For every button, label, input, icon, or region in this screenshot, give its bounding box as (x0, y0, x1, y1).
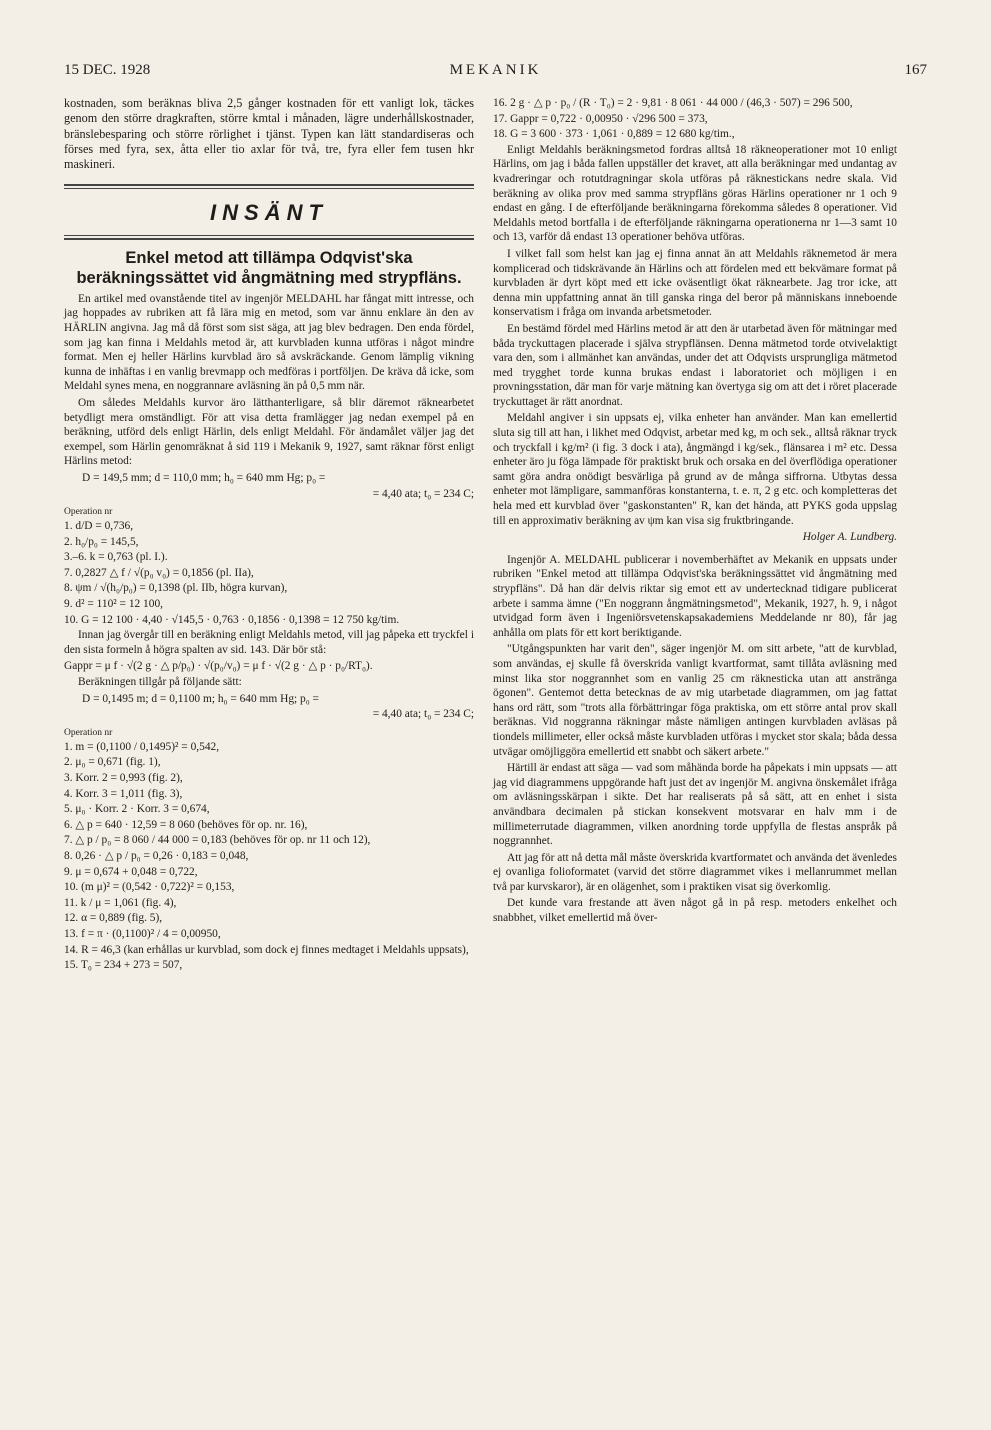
left-column (64, 96, 474, 974)
section-divider (64, 184, 474, 239)
divider-line (64, 238, 474, 240)
operation-line: 18. G = 3 600 · 373 · 1,061 · 0,889 = 12 680 kg/tim., (493, 128, 735, 141)
given-values: = 4,40 ata; t₀ = 234 C; (372, 487, 474, 500)
article-headline: Enkel metod att tillämpa Odqvist'ska beräkningssättet vid ångmätning med strypfläns. (76, 248, 462, 287)
operation-line: 7. △ p / p₀ = 8 060 / 44 000 = 0,183 (behöves för op. nr 11 och 12), (64, 834, 371, 847)
operation-line: 10. G = 12 100 · 4,40 · √145,5 · 0,763 · 0,1856 · 0,1398 = 12 750 kg/tim. (64, 613, 400, 626)
operation-line: 4. Korr. 3 = 1,011 (fig. 3), (64, 787, 183, 800)
operation-line: 5. μ₀ · Korr. 2 · Korr. 3 = 0,674, (64, 803, 210, 816)
body-paragraph: Innan jag övergår till en beräkning enligt Meldahls metod, vill jag påpeka ett tryckfel i den sista formeln å högra spalten av sid. 143. Där bör stå: (64, 629, 474, 656)
intro-paragraph: kostnaden, som beräknas bliva 2,5 gånger kostnaden för ett vanligt lok, täckes genom den större dragkraften, större kmtal i månaden, lägre underhållskostnader, bränslebesparing och större rörlighet i tjänst. Typen kan lätt standardiseras och förses med fyra, sex, åtta eller tio axlar för två, tre, fyra eller fem tusen hkr maskineri. (64, 96, 474, 172)
body-paragraph: Det kunde vara frestande att även något gå in på resp. metoders enkelhet och snabbhet, vilket emellertid må över- (493, 897, 897, 925)
issue-date: 15 DEC. 1928 (64, 62, 151, 78)
body-paragraph: Härtill är endast att säga — vad som måhända borde ha påpekats i min uppsats — att jag vid diagrammens uppgörande haft just det av ingenjör M. angivna önskemålet ifråga om avläsningsskärpan i sikte. Det har realiserats på så sätt, att en enhet i sista användbara decimalen på stickan konsekvent motsvarar en halv mm i de millimeterrutade diagrammen, vilken anordning torde uppfylla de flestas anspråk på noggrannhet. (493, 762, 897, 848)
body-paragraph: Om således Meldahls kurvor äro lätthanterligare, så blir däremot räknearbetet betydligt mera omständligt. För att visa detta framlägger jag nedan exempel på en beräkning, utförd dels enligt Härlin, dels enligt Meldahl. För ändamålet väljer jag det exempel, som Härlin genomräknat å sid 119 i Mekanik 9, 1927, samt räknar först enligt Härlins metod: (64, 396, 474, 468)
section-title: INSÄNT (210, 200, 328, 226)
operation-line: 11. k / μ = 1,061 (fig. 4), (64, 896, 177, 909)
page-header (64, 62, 927, 84)
operation-line: 14. R = 46,3 (kan erhållas ur kurvblad, som dock ej finnes medtaget i Meldahls uppsats), (64, 943, 469, 956)
author-signature: Holger A. Lundberg. (802, 531, 897, 544)
body-paragraph: En bestämd fördel med Härlins metod är att den är utarbetad även för mätningar med båda tryckuttagen placerade i själva strypflänsen. Denna mätmetod torde otvivelaktigt vara den, som i allmänhet kan användas, under det att Odqvists ursprungliga mätmetod med trygghet torde kunna brukas endast i laboratoriet och möjligen i en provningsstation, där man för varje mätning kan övertyga sig om att det i röret placerade tryckuttaget är rätt anordnat. (493, 322, 897, 408)
operation-line: 2. μ₀ = 0,671 (fig. 1), (64, 756, 161, 769)
body-paragraph: Ingenjör A. MELDAHL publicerar i novemberhäftet av Mekanik en uppsats under rubriken "Enkel metod att tillämpa Odqvist'ska beräkningssättet vid ångmätning med strypfläns". Då han där delvis riktar sig emot ett av undertecknad tidigare publicerat arbete i samma ämne ("En noggrann ångmätningsmetod", Mekanik, 1927, h. 9, i något utvidgad form även i Ingeniörsvetenskapsakademiens Meddelande nr 80), får jag anhålla om plats för ett kort beriktigande. (493, 553, 897, 639)
given-values: D = 149,5 mm; d = 110,0 mm; h₀ = 640 mm Hg; p₀ = (82, 471, 326, 484)
body-paragraph: "Utgångspunkten har varit den", säger ingenjör M. om sitt arbete, "att de kurvblad, som användas, ej skulle få överskrida vanligt kvartformat, samt tillåta avläsning med minst lika stor noggrannhet som en vanlig 25 cm räknesticka utan att anstränga ögonen". Gentemot detta betecknas de av mig utarbetade diagrammen, om jag fattat hans ord rätt, som "trots alla förbättringar föga praktiska, om ett större antal prov skall beräknas. Vid noggranna räkningar måste nämligen antingen kurvbladen avläsas på tiondels millimeter, eller också måste kurvbladen utföras i mycket stor skala; båda dessa utvägar omöjliggöra emellertid ett snabbt och säkert arbete." (493, 643, 897, 758)
operation-line: 10. (m μ)² = (0,542 · 0,722)² = 0,153, (64, 881, 235, 894)
operation-line: 9. μ = 0,674 + 0,048 = 0,722, (64, 865, 198, 878)
page-number: 167 (904, 62, 927, 78)
operation-line: 16. 2 g · △ p · p₀ / (R · T₀) = 2 · 9,81 · 8 061 · 44 000 / (46,3 · 507) = 296 500, (493, 97, 853, 109)
body-paragraph: Beräkningen tillgår på följande sätt: (78, 676, 242, 689)
operation-line: 8. ψm / √(h₀/p₀) = 0,1398 (pl. IIb, högra kurvan), (64, 582, 288, 595)
operation-line: 13. f = π · (0,1100)² / 4 = 0,00950, (64, 927, 221, 940)
operation-line: 1. d/D = 0,736, (64, 520, 134, 533)
body-paragraph: Enligt Meldahls beräkningsmetod fordras alltså 18 räkneoperationer mot 10 enligt Härlins, om jag i båda fallen uppställer det kravet, att alla beräkningar med undantag av kvadreringar och rotutdragningar skola utföras på räknestickans nedre skala. Vid beräkning av olika prov med samma strypfläns göras Härlins operationer nr 1 och 9 endast en gång. I de efterföljande beräkningarna förekomma således 8 operationer. Vid Meldahls metod bortfalla i de efterföljande räkningarna operationerna nr 1—3 samt 10 och 13, varför då endast 13 operationer behöva utföras. (493, 143, 897, 244)
body-paragraph: I vilket fall som helst kan jag ej finna annat än att Meldahls räknemetod är mera komplicerad och tidskrävande än Härlins och att fördelen med ett bekvämare format på kurvbladen är dyrt köpt med ett icke oväsentligt ökat räknearbete. Jag tror icke, att denna min uppfattning annat än till ganska ringa del beror på människans inneboende konservatism i fråga om invanda arbetsmetoder. (493, 247, 897, 319)
given-values: D = 0,1495 m; d = 0,1100 m; h₀ = 640 mm Hg; p₀ = (82, 692, 319, 705)
operation-line: 3.–6. k = 0,763 (pl. I.). (64, 551, 168, 564)
operation-label: Operation nr (64, 727, 113, 738)
given-values: = 4,40 ata; t₀ = 234 C; (372, 708, 474, 721)
divider-line (64, 184, 474, 186)
operation-line: 17. Gappr = 0,722 · 0,00950 · √296 500 = 373, (493, 112, 708, 125)
divider-line (64, 188, 474, 189)
body-paragraph: Meldahl angiver i sin uppsats ej, vilka enheter han använder. Man kan emellertid sluta sig till att han, i likhet med Odqvist, arbetar med kg, m och sek., alltså räknar tryck och tryckfall i kg/m² (i fig. 3 dock i ata), ångmängd i kg/sek., flänsarea i m² etc. Dessa enheter äro ju föga lämpade för praktiskt bruk och orsaka en del överflödiga operationer samt göra andra onödigt besvärliga på grund av de många siffrorna. Utbytas dessa enheter mot lämpligare, sammanföras konstanterna, t. e. π, 2 g etc. och kompletteras det hela med ett kurvblad över "gaskonstanten" R, kan det hända, att PYKS goda uppslag till en approximativ beräkning av ψm kan visa sig fruktbringande. (493, 412, 897, 527)
operation-line: 8. 0,26 · △ p / p₀ = 0,26 · 0,183 = 0,048, (64, 849, 249, 862)
operation-label: Operation nr (64, 507, 113, 518)
body-paragraph: Att jag för att nå detta mål måste överskrida kvartformatet och använda det ävenledes ej ovanliga folioformatet (varvid det större diagrammet vikes i mellanrummet mellan två par kurvskaror), är en olägenhet, som i praktiken visat sig överkomlig. (493, 851, 897, 893)
operation-line: 1. m = (0,1100 / 0,1495)² = 0,542, (64, 740, 220, 753)
corrected-formula: Gappr = μ f · √(2 g · △ p/p₀) · √(p₀/v₀) = μ f · √(2 g · △ p · p₀/RT₀). (64, 660, 373, 673)
body-paragraph: En artikel med ovanstående titel av ingenjör MELDAHL har fångat mitt intresse, och jag hoppades av rubriken att få lära mig en metod, som var ännu enklare än den av HÄRLIN angivna. Jag må då först som sist säga, att jag blev bedragen. Den enda fördel, som jag kan finna i Meldahls metod är, att kurvbladen kunna utföras i något mindre format. Men ej heller Härlins kurvblad äro så avskräckande. Genom lämplig vikning kunna de inhäftas i en vanlig brevmapp och medföras i portföljen. De kräva då icke, som Meldahl synes mena, en noggrannare avläsning än på 0,5 mm när. (64, 292, 474, 393)
operation-line: 2. h₀/p₀ = 145,5, (64, 535, 139, 548)
journal-title: MEKANIK (449, 62, 542, 78)
operation-line: 12. α = 0,889 (fig. 5), (64, 912, 163, 925)
divider-line (64, 235, 474, 236)
operation-line: 3. Korr. 2 = 0,993 (fig. 2), (64, 772, 183, 784)
right-column (493, 96, 897, 928)
operation-line: 15. T₀ = 234 + 273 = 507, (64, 959, 183, 972)
operation-line: 9. d² = 110² = 12 100, (64, 598, 163, 611)
operation-line: 7. 0,2827 △ f / √(p₀ v₀) = 0,1856 (pl. IIa), (64, 566, 254, 579)
operation-line: 6. △ p = 640 · 12,59 = 8 060 (behöves för op. nr. 16), (64, 818, 308, 831)
